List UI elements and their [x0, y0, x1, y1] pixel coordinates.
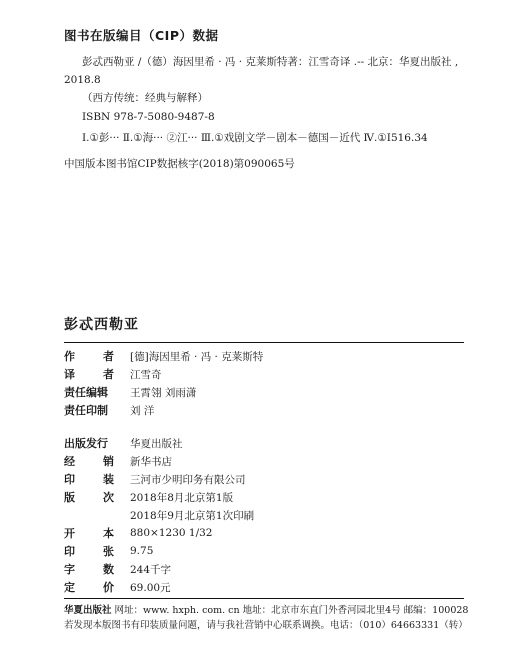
detail-label-text: 装 [103, 473, 114, 486]
detail-label-text: 印 [64, 473, 75, 486]
cip-classification: Ⅰ.①彭··· Ⅱ.①海··· ②江··· Ⅲ.①戏剧文学－剧本－德国－近代 Ⅳ.①I516.34 [82, 132, 428, 144]
detail-label [64, 525, 114, 541]
detail-value: 王霄翎 刘雨潇 [130, 386, 197, 399]
publishing-list [64, 434, 464, 596]
detail-row [64, 401, 464, 419]
divider-top [64, 342, 464, 343]
detail-value: 2018年8月北京第1版 [130, 491, 234, 504]
detail-label-text: 字 [64, 563, 75, 576]
detail-value: 刘 洋 [130, 404, 155, 417]
cip-record-number: 中国版本图书馆CIP数据核字(2018)第090065号 [64, 157, 295, 170]
detail-row [64, 578, 464, 596]
detail-label-text: 销 [103, 455, 114, 468]
detail-value: 2018年9月北京第1次印刷 [130, 509, 255, 522]
detail-value: 69.00元 [130, 581, 171, 594]
detail-value: 华夏出版社 [130, 437, 183, 450]
detail-row [64, 452, 464, 470]
detail-value: 江雪奇 [130, 368, 162, 381]
detail-label [64, 366, 114, 382]
detail-label-text: 出版发行 [64, 437, 108, 450]
detail-label [64, 579, 114, 595]
detail-label [64, 453, 114, 469]
detail-label-text: 作 [64, 350, 75, 363]
detail-label-text: 数 [103, 563, 114, 576]
detail-value: [德]海因里希 · 冯 · 克莱斯特 [130, 350, 264, 363]
detail-label [64, 489, 114, 505]
detail-label-text: 者 [103, 350, 114, 363]
footer-notice: 若发现本版图书有印装质量问题，请与我社营销中心联系调换。电话：（010）64663331（转） [64, 620, 468, 631]
book-title: 彭忒西勒亚 [64, 317, 139, 333]
detail-label-text: 责任印制 [64, 404, 108, 417]
detail-row [64, 506, 464, 524]
detail-label-text: 印 [64, 545, 75, 558]
detail-row [64, 542, 464, 560]
footer-contact-info: 网址：www. hxph. com. cn 地址：北京市东直门外香河园北里4号 邮编：100028 [114, 605, 469, 616]
book-details [64, 347, 464, 596]
detail-label-text: 张 [103, 545, 114, 558]
detail-value: 新华书店 [130, 455, 172, 468]
detail-label-text: 价 [103, 581, 114, 594]
detail-label-text: 次 [103, 491, 114, 504]
detail-label [64, 384, 114, 400]
detail-row [64, 560, 464, 578]
cip-isbn: ISBN 978-7-5080-9487-8 [82, 110, 215, 123]
detail-value: 9.75 [130, 545, 154, 557]
detail-label-text: 开 [64, 527, 75, 540]
footer-contact-line [64, 603, 474, 618]
detail-label-text: 责任编辑 [64, 386, 108, 399]
detail-label-text: 译 [64, 368, 75, 381]
detail-label [64, 543, 114, 559]
cip-heading: 图书在版编目（CIP）数据 [64, 28, 219, 43]
detail-row [64, 434, 464, 452]
detail-row [64, 365, 464, 383]
cip-series: （西方传统：经典与解释） [82, 92, 208, 104]
credits-list [64, 347, 464, 419]
footer-publisher-name: 华夏出版社 [64, 605, 112, 616]
cip-main-entry-continued: 2018.8 [64, 73, 101, 86]
detail-value: 三河市少明印务有限公司 [130, 473, 246, 486]
detail-row [64, 488, 464, 506]
detail-row [64, 347, 464, 365]
detail-label [64, 348, 114, 364]
divider-bottom [64, 598, 464, 599]
detail-value: 880×1230 1/32 [130, 527, 213, 539]
detail-label [64, 435, 114, 451]
publisher-footer [64, 603, 474, 633]
detail-label-text: 定 [64, 581, 75, 594]
detail-label-text: 者 [103, 368, 114, 381]
detail-label [64, 402, 114, 418]
detail-value: 244千字 [130, 563, 172, 576]
detail-row [64, 383, 464, 401]
cip-record [64, 53, 484, 173]
cip-main-entry: 彭忒西勒亚 /（德）海因里希 · 冯 · 克莱斯特著：江雪奇译 .-- 北京：华夏出版社 , [82, 56, 459, 68]
detail-label [64, 561, 114, 577]
detail-row [64, 524, 464, 542]
detail-label-text: 本 [103, 527, 114, 540]
detail-label [64, 471, 114, 487]
detail-label-text: 经 [64, 455, 75, 468]
detail-label-text: 版 [64, 491, 75, 504]
detail-row [64, 470, 464, 488]
